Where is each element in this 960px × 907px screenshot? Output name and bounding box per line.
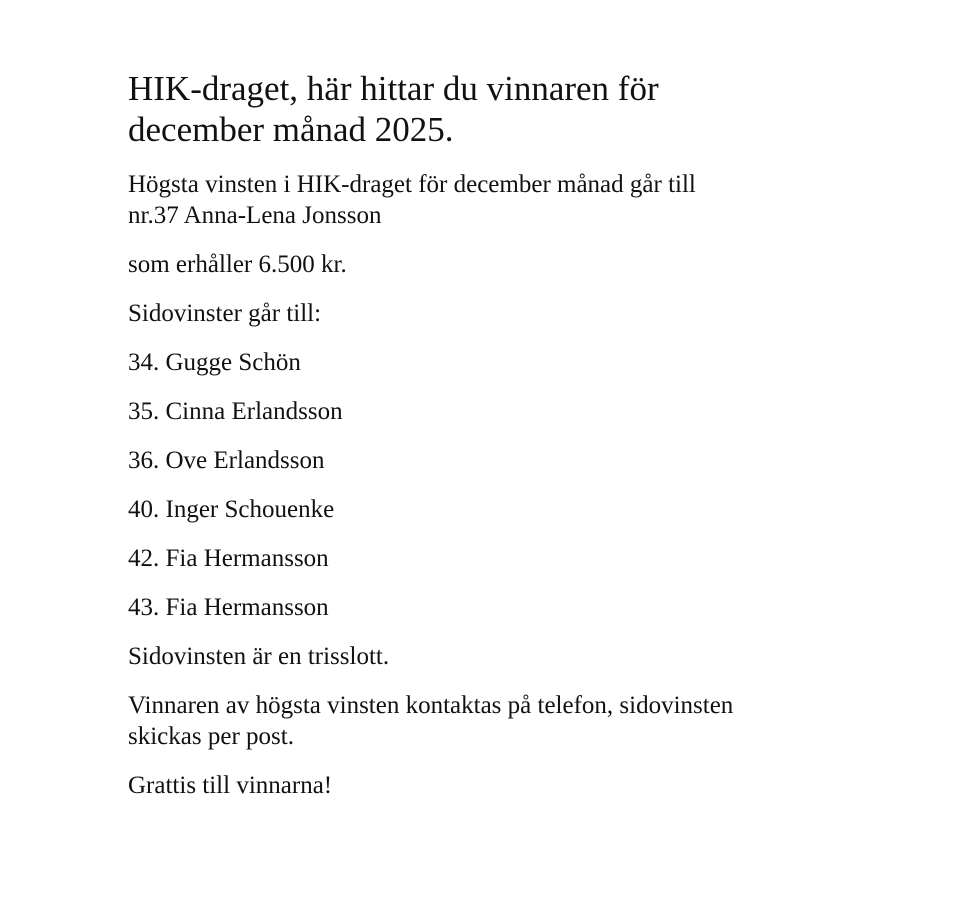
contact-line-1: Vinnaren av högsta vinsten kontaktas på telefon, sidovinsten	[128, 692, 734, 719]
list-item: 43. Fia Hermansson	[128, 594, 329, 621]
side-prizes-heading: Sidovinster går till:	[128, 300, 322, 327]
side-prize-info: Sidovinsten är en trisslott.	[128, 643, 390, 670]
list-item: 40. Inger Schouenke	[128, 496, 335, 523]
side-prize-winner-list	[128, 347, 858, 623]
list-item: 42. Fia Hermansson	[128, 545, 329, 572]
top-prize-paragraph	[128, 169, 858, 231]
announcement	[128, 68, 858, 801]
prize-amount-text: som erhåller 6.500 kr.	[128, 251, 347, 278]
congratulations-text: Grattis till vinnarna!	[128, 772, 333, 799]
title-line-1: HIK-draget, här hittar du vinnaren för	[128, 69, 659, 108]
list-item: 34. Gugge Schön	[128, 349, 301, 376]
contact-info-paragraph	[128, 690, 858, 752]
list-item: 36. Ove Erlandsson	[128, 447, 325, 474]
page-title	[128, 68, 858, 150]
title-line-2: december månad 2025.	[128, 110, 454, 149]
list-item: 35. Cinna Erlandsson	[128, 398, 343, 425]
top-prize-line-1: Högsta vinsten i HIK-draget för december månad går till	[128, 171, 696, 198]
contact-line-2: skickas per post.	[128, 723, 294, 750]
top-prize-winner: nr.37 Anna-Lena Jonsson	[128, 202, 382, 229]
